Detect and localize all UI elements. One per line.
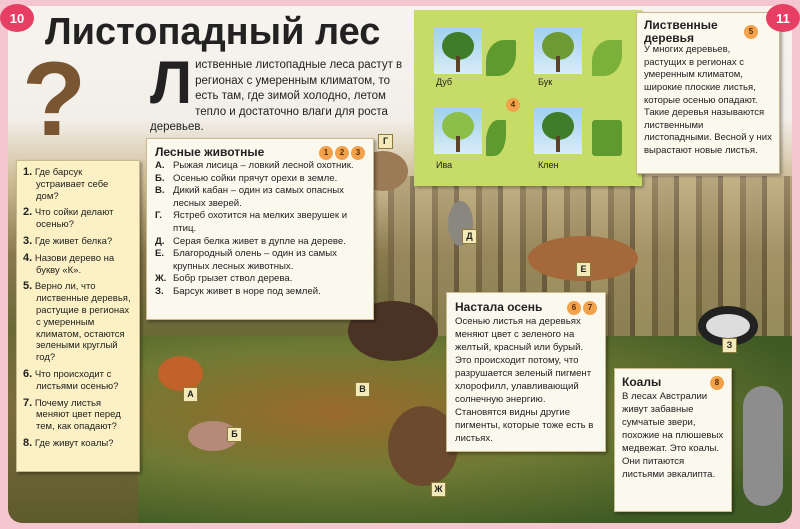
question-mark-graphic: ? <box>22 41 87 158</box>
marker-a: А <box>183 387 198 402</box>
badge: 4 <box>506 98 520 112</box>
intro-body: иственные листопадные леса растут в регионах с умеренным климатом, то есть там, где зимой холодно, летом тепло и достаточно влаги для роста деревьев. <box>150 59 403 133</box>
marker-g: Г <box>378 134 393 149</box>
tree-label: Бук <box>538 77 553 87</box>
marker-b: Б <box>227 427 242 442</box>
question-number: 4. <box>23 251 33 264</box>
animal-item <box>155 248 365 273</box>
question-item <box>23 253 133 277</box>
drop-cap: Л <box>150 49 193 116</box>
animal-text: Ястреб охотится на мелких зверушек и птиц. <box>173 210 348 234</box>
animal-text: Рыжая лисица – ловкий лесной охотник. <box>173 160 354 171</box>
marker-z: З <box>722 338 737 353</box>
animal-key: А. <box>155 160 165 171</box>
page-number-left: 10 <box>0 4 34 32</box>
tree-label: Клен <box>538 160 559 170</box>
koalas-title: Коалы <box>622 375 662 389</box>
animal-item <box>155 210 365 235</box>
question-number: 3. <box>23 234 33 247</box>
maple-image <box>534 108 582 154</box>
tree-label: Ива <box>436 160 453 170</box>
question-number: 7. <box>23 396 33 409</box>
question-text: Почему листья меняют цвет перед тем, как опадают? <box>34 397 121 433</box>
autumn-text: Осенью листья на деревьях меняют цвет с зеленого на желтый, красный или бурый. Это происходит потому, что разрушается зеленый пигмент хлорофилл, улавливающий солнечную энергию. Становятся видны другие пигменты, которые тоже есть в листьях. <box>455 316 594 444</box>
trees-panel <box>414 10 642 186</box>
question-text: Верно ли, что лиственные деревья, растущие в регионах с умеренным климатом, остаются зелеными круглый год? <box>34 281 131 364</box>
koalas-text: В лесах Австралии живут забавные сумчатые звери, похожие на плюшевых медвежат. Это коалы. Они питаются листьями эвкалипта. <box>622 391 724 480</box>
intro-text <box>150 49 408 136</box>
beech-image <box>534 28 582 74</box>
animal-key: Г. <box>155 210 162 222</box>
willow-image <box>434 108 482 154</box>
badge: 8 <box>710 376 724 390</box>
question-text: Где живет белка? <box>34 235 113 247</box>
question-text: Назови дерево на букву «К». <box>34 252 115 276</box>
animal-item <box>155 236 365 249</box>
deciduous-title: Лиственные деревья <box>644 18 718 45</box>
animal-key: Ж. <box>155 273 167 285</box>
badge: 3 <box>351 146 365 160</box>
animal-text: Серая белка живет в дупле на дереве. <box>173 235 346 247</box>
question-item <box>23 236 133 248</box>
animal-key: Б. <box>155 172 165 184</box>
question-text: Что сойки делают осенью? <box>34 207 114 231</box>
questions-box <box>16 160 140 472</box>
marker-e: Е <box>576 262 591 277</box>
animal-text: Дикий кабан – один из самых опасных лесных зверей. <box>173 185 344 209</box>
question-text: Где барсук устраивает себе дом? <box>34 167 109 202</box>
animal-text: Барсук живет в норе под землей. <box>173 285 321 297</box>
question-item <box>23 281 133 364</box>
question-text: Что происходит с листьями осенью? <box>34 368 119 392</box>
question-number: 1. <box>23 166 33 178</box>
deciduous-trees-box <box>636 12 780 174</box>
oak-leaf-image <box>486 40 516 76</box>
animal-text: Бобр грызет ствол дерева. <box>173 273 293 285</box>
animal-item <box>155 160 365 173</box>
animal-key: Е. <box>155 248 165 260</box>
animal-key: З. <box>155 285 164 297</box>
question-item <box>23 438 133 450</box>
question-item <box>23 369 133 393</box>
question-number: 5. <box>23 280 33 293</box>
autumn-box <box>446 292 606 452</box>
badge: 6 <box>567 301 581 315</box>
fox-illustration <box>158 356 203 391</box>
beech-leaf-image <box>592 40 622 76</box>
badge: 7 <box>583 301 597 315</box>
marker-v: В <box>355 382 370 397</box>
deciduous-text: У многих деревьев, растущих в регионах с умеренным климатом, широкие плоские листья, которые осенью опадают. Такие деревья называются лиственными листопадными. Весной у них вырастают новые листья. <box>644 44 772 156</box>
question-number: 2. <box>23 206 33 219</box>
question-text: Где живут коалы? <box>34 437 114 449</box>
animal-item <box>155 286 365 299</box>
tree-label: Дуб <box>436 77 453 87</box>
page-title: Листопадный лес <box>45 11 381 53</box>
animal-key: Д. <box>155 235 165 247</box>
animals-title: Лесные животные <box>155 145 265 160</box>
animal-text: Благородный олень – один из самых крупных лесных животных. <box>173 248 337 272</box>
animal-text: Осенью сойки прячут орехи в земле. <box>173 172 338 184</box>
autumn-title: Настала осень <box>455 300 543 314</box>
oak-image <box>434 28 482 74</box>
question-number: 6. <box>23 367 33 380</box>
koala-illustration <box>743 386 783 506</box>
badge: 1 <box>319 146 333 160</box>
animal-key: В. <box>155 185 165 197</box>
marker-d: Д <box>462 229 477 244</box>
badge: 2 <box>335 146 349 160</box>
question-item <box>23 167 133 202</box>
question-item <box>23 398 133 433</box>
animal-item <box>155 185 365 210</box>
animal-item <box>155 273 365 286</box>
marker-zh: Ж <box>431 482 446 497</box>
question-item <box>23 207 133 231</box>
page-number-right: 11 <box>766 4 800 32</box>
maple-leaf-image <box>592 120 622 156</box>
animal-item <box>155 173 365 186</box>
forest-animals-box <box>146 138 374 320</box>
willow-leaf-image <box>486 120 506 156</box>
badge: 5 <box>744 25 758 39</box>
koalas-box <box>614 368 732 512</box>
question-number: 8. <box>23 436 33 449</box>
